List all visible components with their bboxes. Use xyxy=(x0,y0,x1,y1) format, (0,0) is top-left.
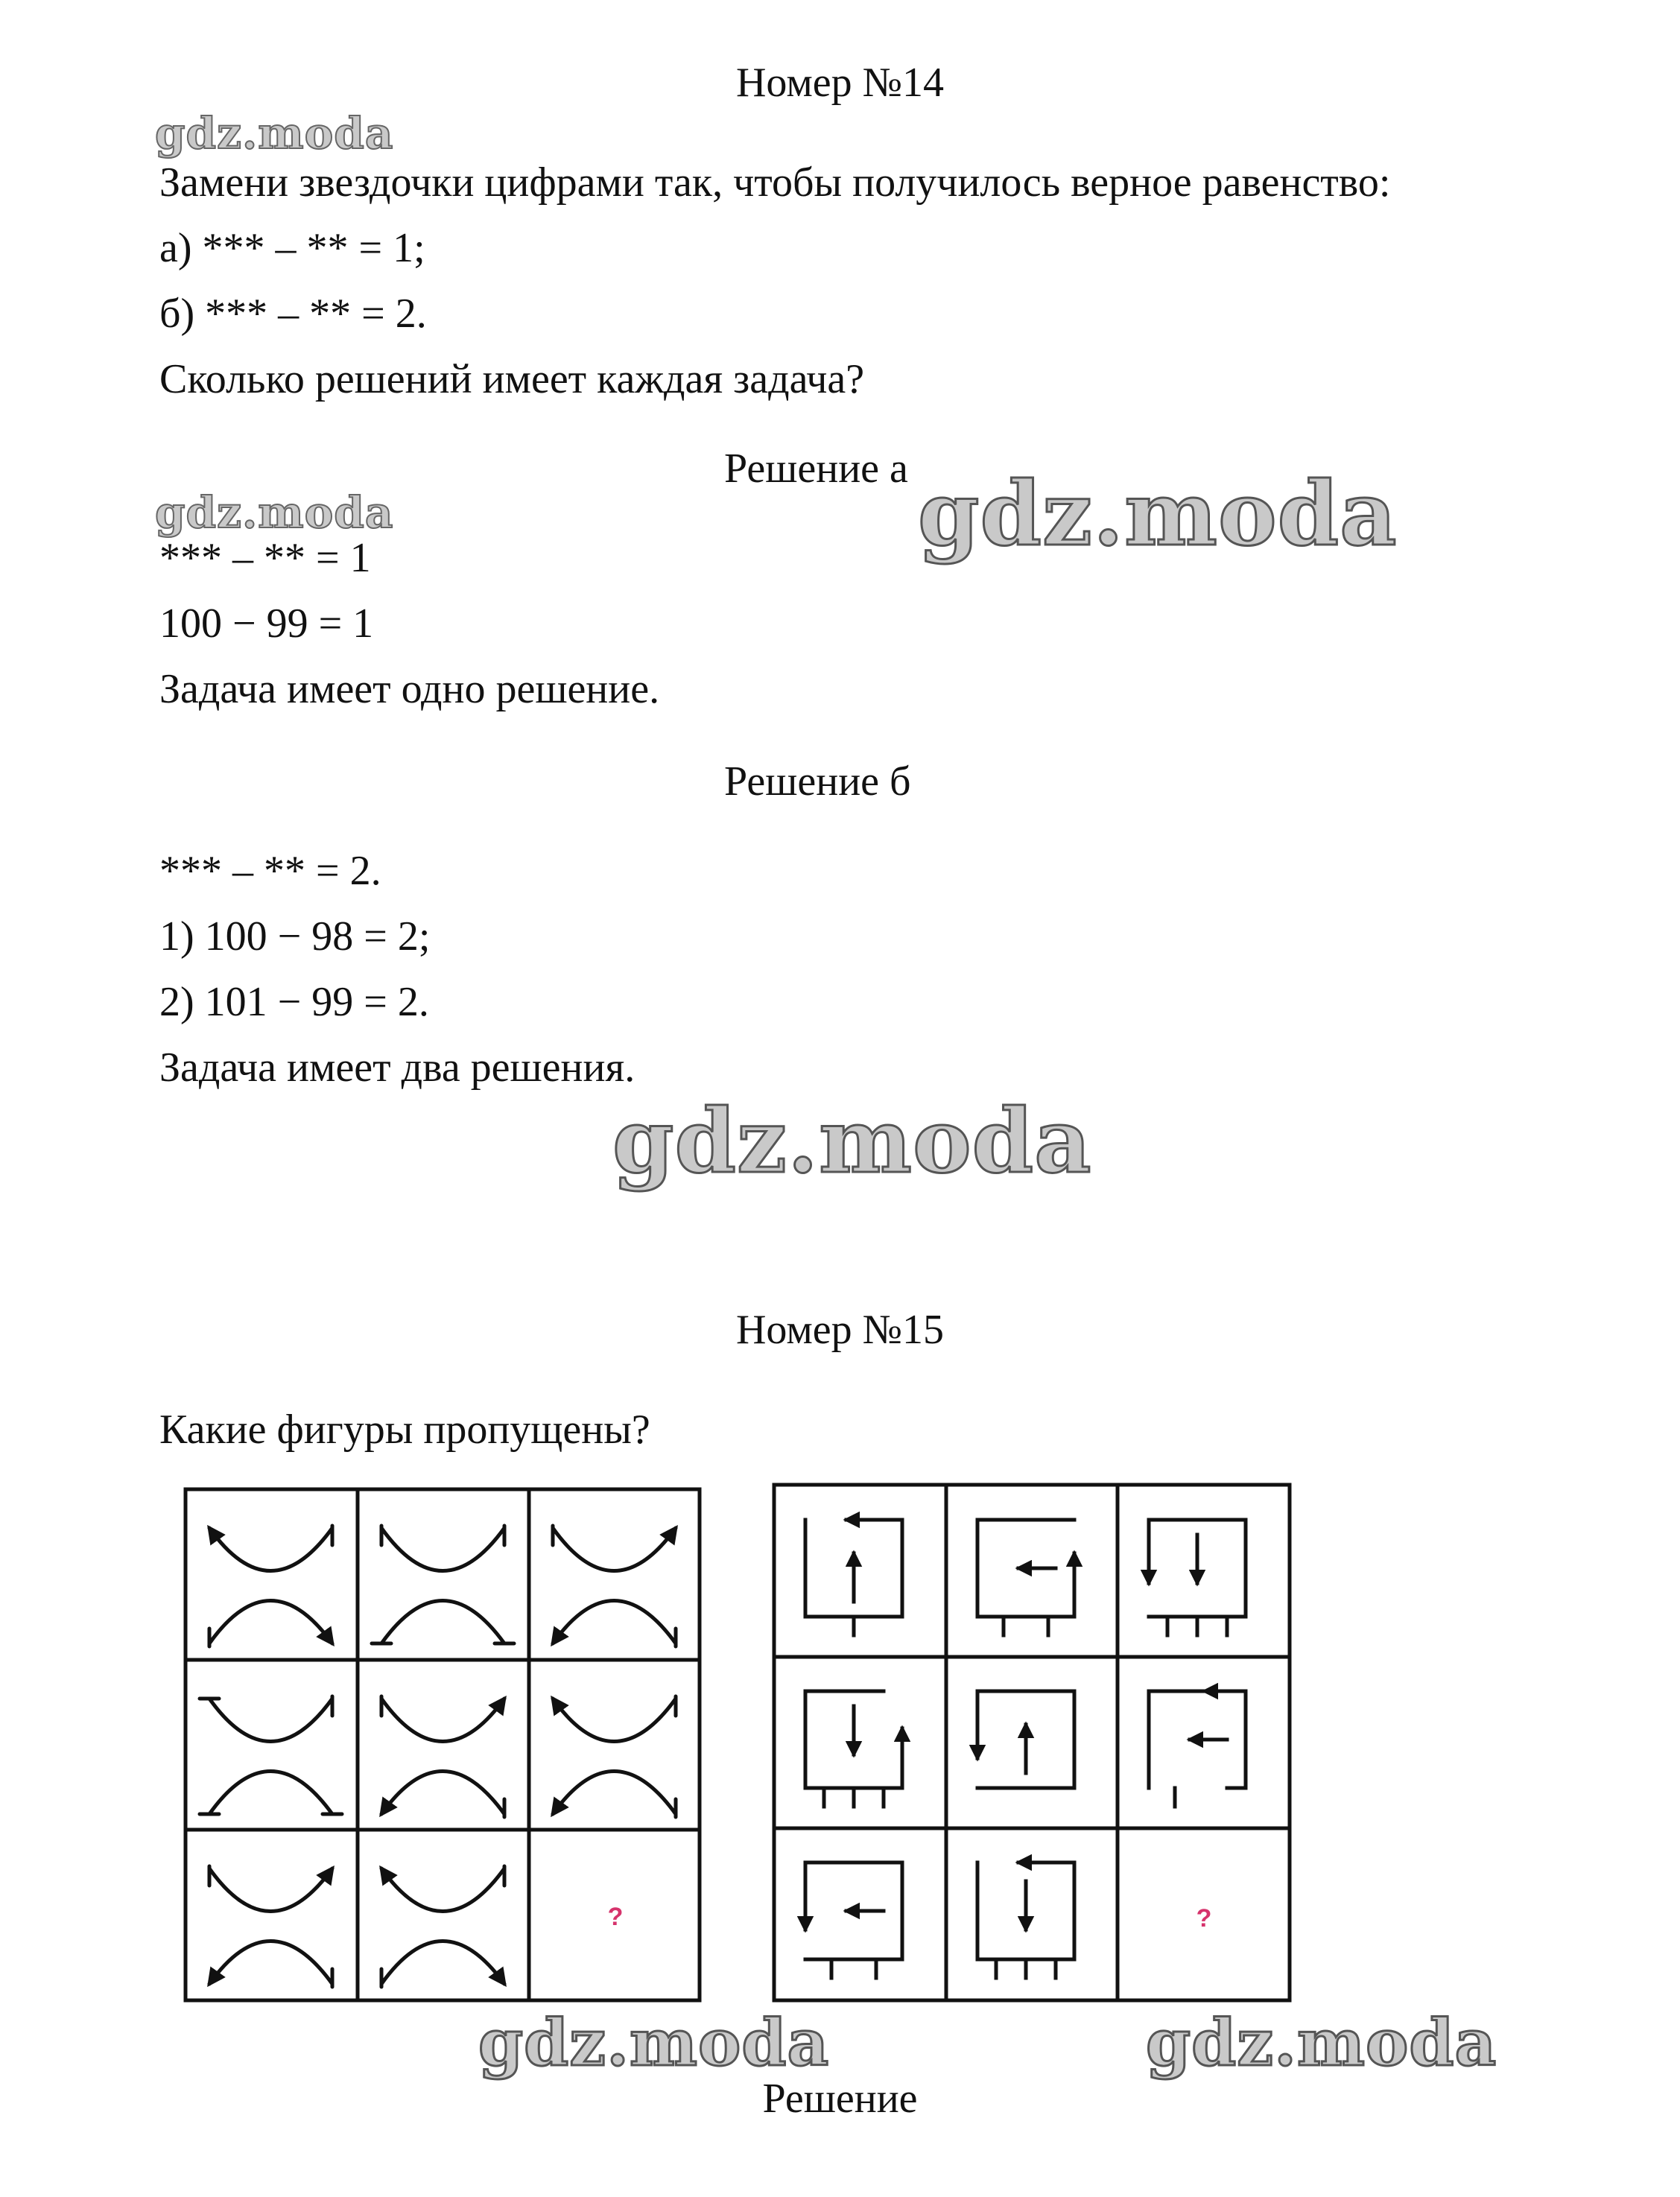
solution-b-conclusion: Задача имеет два решения. xyxy=(159,1044,635,1091)
square-figure-cell xyxy=(1149,1691,1246,1807)
task15-question: Какие фигуры пропущены? xyxy=(159,1407,650,1453)
solution-a-line1: *** – ** = 1 xyxy=(159,535,371,581)
task14-question: Замени звездочки цифрами так, чтобы получилось верное равенство: xyxy=(159,159,1391,206)
task14-item-b: б) *** – ** = 2. xyxy=(159,291,427,337)
missing-figure-question-mark: ? xyxy=(1196,1904,1212,1933)
square-figure-cell xyxy=(1149,1520,1246,1635)
solution-b-heading: Решение б xyxy=(724,758,911,805)
solution-a-conclusion: Задача имеет одно решение. xyxy=(159,666,660,712)
arc-figure-cell xyxy=(209,1526,332,1646)
task15-title: Номер №15 xyxy=(735,1307,945,1353)
watermark: gdz.moda xyxy=(1146,2006,1497,2081)
square-figure-cell xyxy=(805,1691,902,1807)
solution-a-heading: Решение а xyxy=(724,446,908,492)
arc-figure-cell xyxy=(200,1696,342,1814)
watermark: gdz.moda xyxy=(478,2006,830,2081)
solution-b-line3: 2) 101 − 99 = 2. xyxy=(159,979,429,1025)
square-puzzle-grid xyxy=(772,1483,1292,2003)
watermark: gdz.moda xyxy=(612,1089,1092,1193)
missing-figure-question-mark: ? xyxy=(607,1903,624,1931)
task14-item-a: а) *** – ** = 1; xyxy=(159,225,425,271)
solution-b-line2: 1) 100 − 98 = 2; xyxy=(159,913,431,960)
square-figure-cell xyxy=(977,1520,1074,1635)
arc-figure-cell xyxy=(381,1696,504,1817)
solution-b-line1: *** – ** = 2. xyxy=(159,848,381,894)
square-figure-cell xyxy=(805,1520,902,1635)
arc-figure-cell xyxy=(381,1866,504,1987)
task14-how-many: Сколько решений имеет каждая задача? xyxy=(159,356,865,402)
watermark: gdz.moda xyxy=(918,462,1398,565)
grid-border xyxy=(774,1485,1290,2000)
square-figure-cell xyxy=(805,1862,902,1978)
arc-figure-cell xyxy=(209,1866,332,1987)
square-figure-cell xyxy=(977,1691,1074,1788)
square-figure-cell xyxy=(977,1862,1074,1978)
solution-a-line2: 100 − 99 = 1 xyxy=(159,600,374,647)
watermark: gdz.moda xyxy=(155,108,394,159)
arc-figure-cell xyxy=(372,1526,514,1643)
watermark: gdz.moda xyxy=(155,487,394,538)
arc-figure-cell xyxy=(553,1696,676,1817)
arc-puzzle-grid xyxy=(183,1487,702,2003)
task14-title: Номер №14 xyxy=(735,60,945,106)
task15-solution-heading: Решение xyxy=(762,2076,918,2122)
arc-figure-cell xyxy=(553,1526,676,1646)
